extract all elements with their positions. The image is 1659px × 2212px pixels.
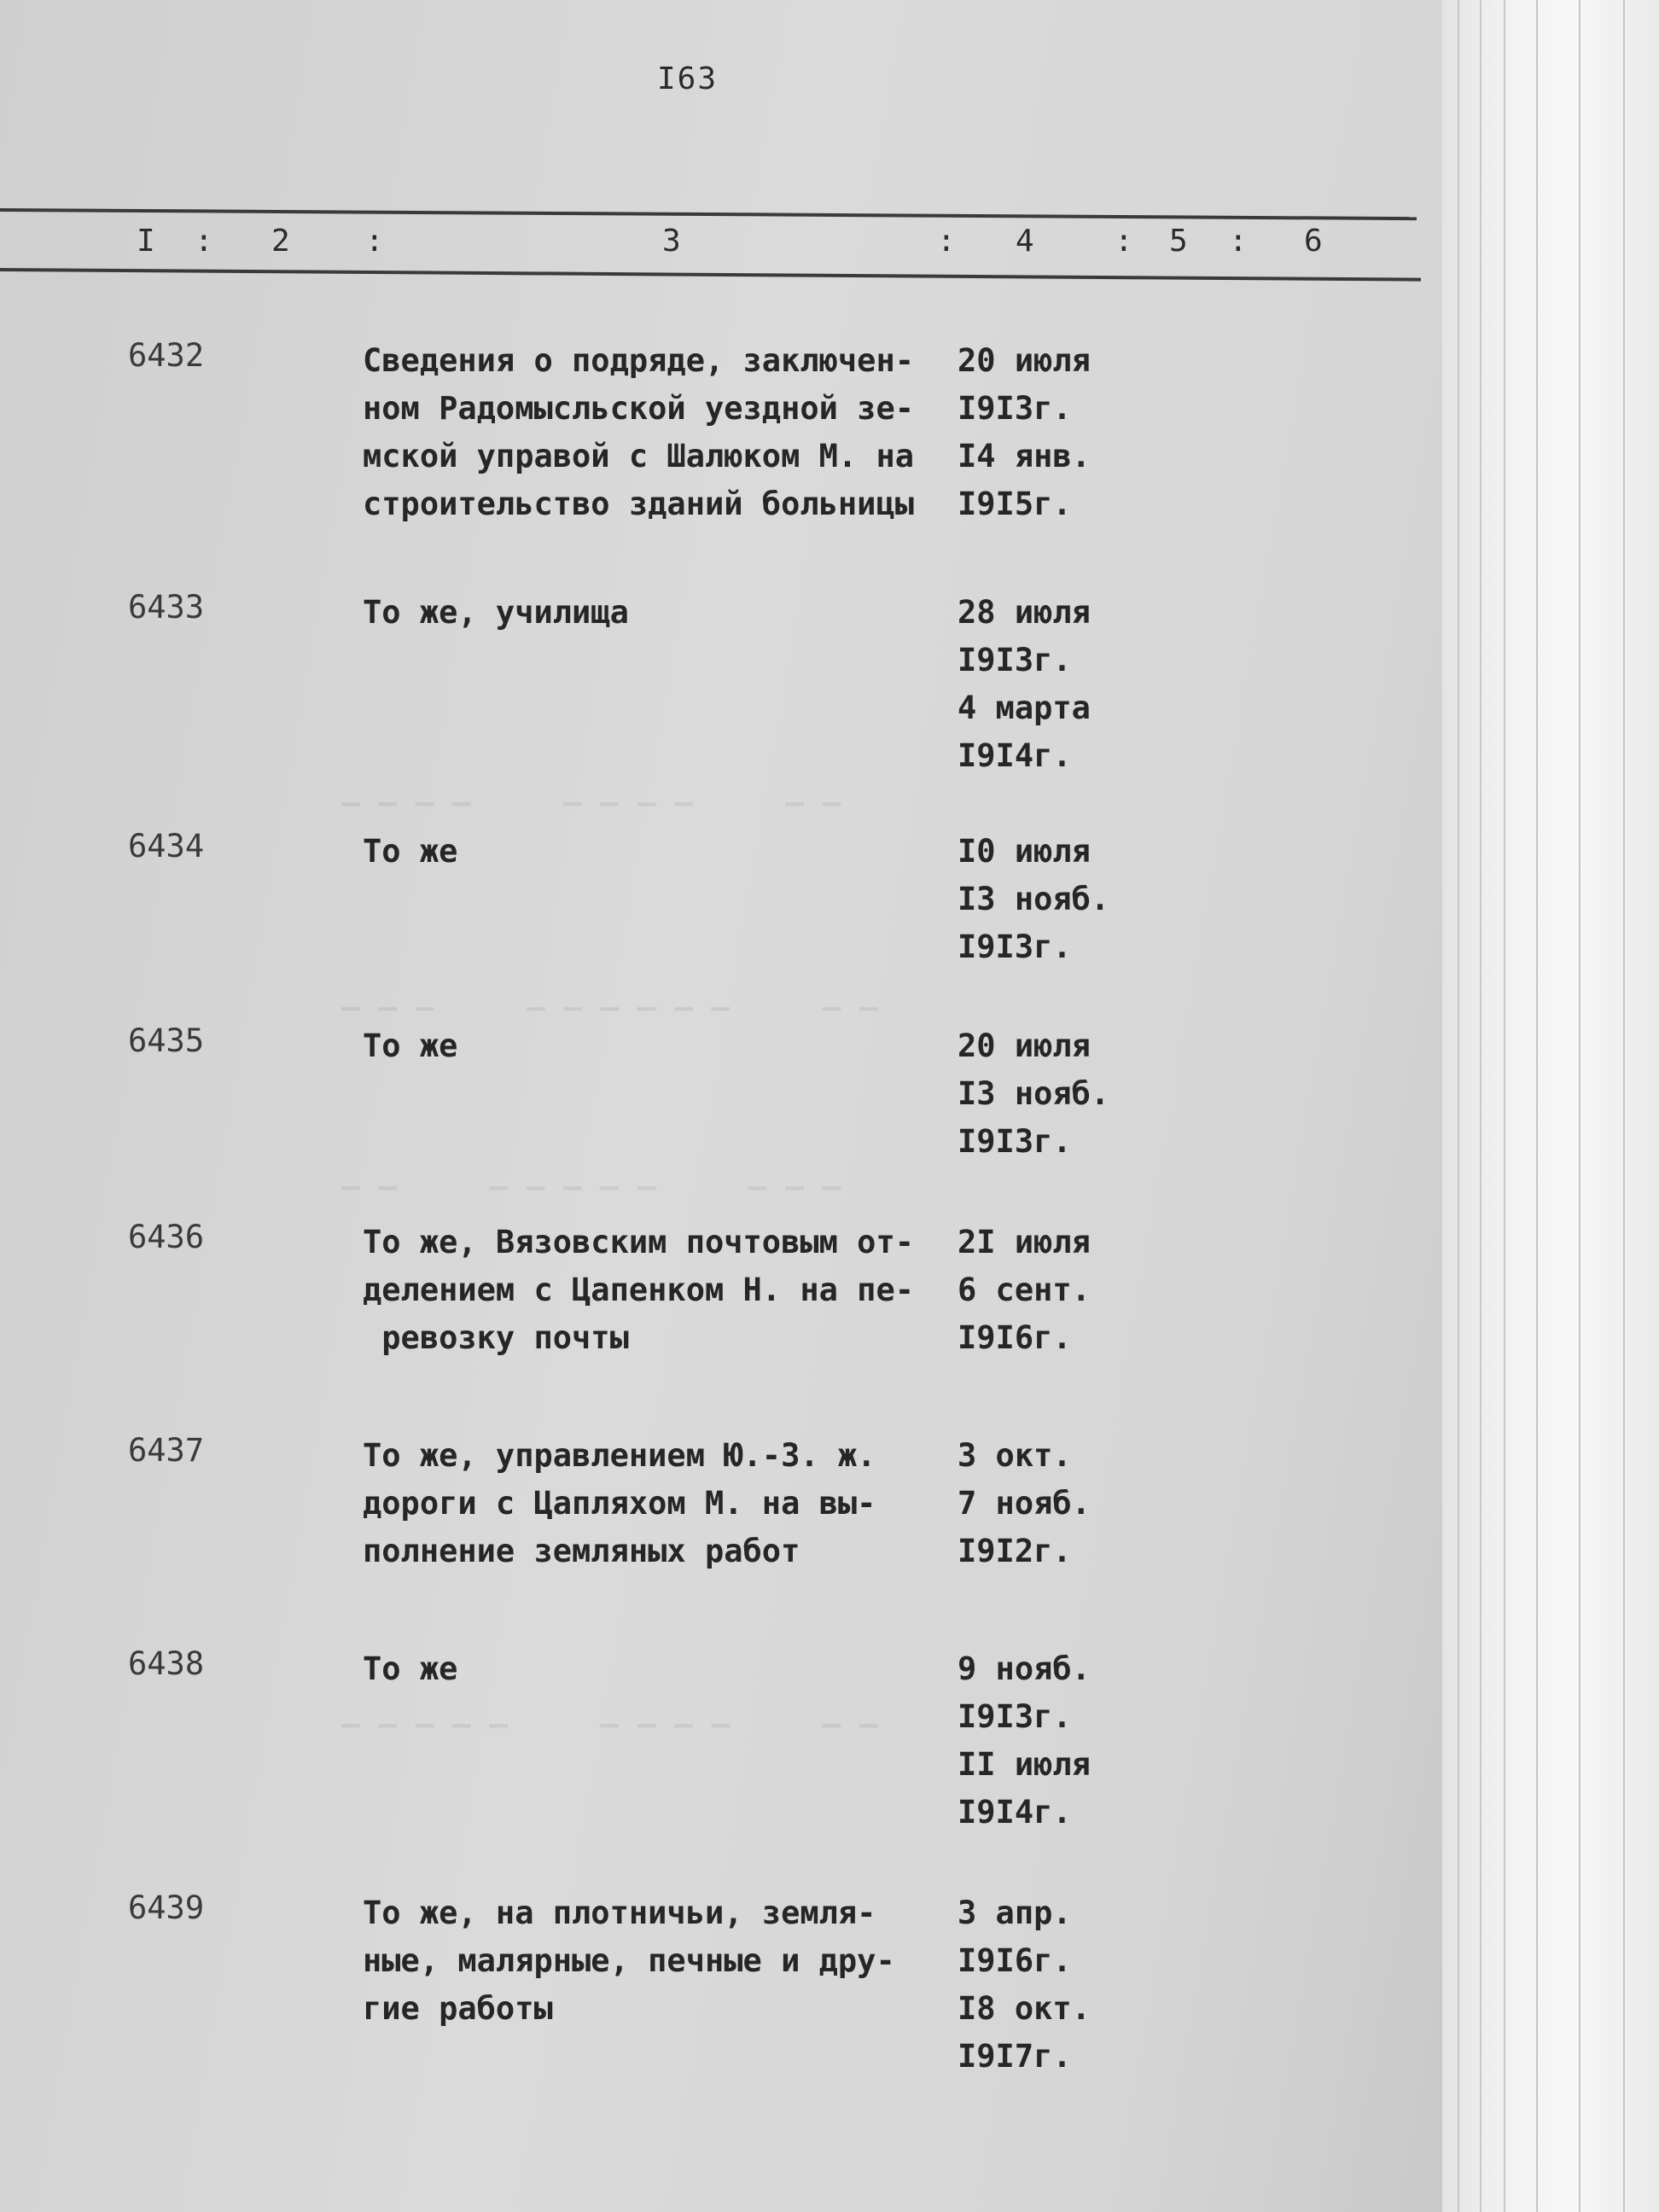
entry-dates: 3 окт. 7 нояб. I9I2г. xyxy=(958,1437,1091,1569)
column-header-1: I xyxy=(137,224,155,259)
column-separator: : xyxy=(1229,224,1248,259)
entry-dates: I0 июля I3 нояб. I9I3г. xyxy=(958,833,1110,965)
column-separator: : xyxy=(1115,224,1133,259)
column-separator: : xyxy=(937,224,956,259)
entry-dates: 20 июля I9I3г. I4 янв. I9I5г. xyxy=(958,342,1091,522)
entry-description: То же xyxy=(363,833,458,870)
column-separator: : xyxy=(365,224,384,259)
column-separator: : xyxy=(195,224,213,259)
entry-dates: 9 нояб. I9I3г. II июля I9I4г. xyxy=(958,1650,1091,1831)
page-number: I63 xyxy=(657,61,719,96)
entry-description: То же xyxy=(363,1027,458,1064)
entry-description: То же, Вязовским почтовым от- делением с Цапенком Н. на пе- ревозку почты xyxy=(363,1224,915,1356)
column-header-row xyxy=(0,224,1442,266)
entry-number: 6434 xyxy=(128,828,205,864)
bleed-through-text: — — — — — — — — — — xyxy=(341,1169,841,1204)
entry-description: То же, управлением Ю.-З. ж. дороги с Цапляхом М. на вы- полнение земляных работ xyxy=(363,1437,876,1569)
header-top-rule xyxy=(0,208,1417,220)
entry-description: То же xyxy=(363,1650,458,1687)
entry-description: Сведения о подряде, заключен- ном Радомысльской уездной зе- мской управой с Шалюком М. на строительство зданий больницы xyxy=(363,342,915,522)
entry-description: То же, училища xyxy=(363,594,629,631)
bleed-through-text: — — — — — — — — — — xyxy=(341,785,841,820)
entry-number: 6439 xyxy=(128,1889,205,1926)
entry-number: 6435 xyxy=(128,1022,205,1059)
entry-dates: 2I июля 6 сент. I9I6г. xyxy=(958,1224,1091,1356)
entry-dates: 20 июля I3 нояб. I9I3г. xyxy=(958,1027,1110,1160)
column-header-6: 6 xyxy=(1304,224,1323,259)
entry-number: 6436 xyxy=(128,1219,205,1255)
entry-dates: 3 апр. I9I6г. I8 окт. I9I7г. xyxy=(958,1895,1091,2075)
column-header-5: 5 xyxy=(1169,224,1188,259)
column-header-4: 4 xyxy=(1016,224,1034,259)
bleed-through-text: — — — — — — — — — — — xyxy=(341,1707,878,1742)
entry-number: 6432 xyxy=(128,337,205,374)
entry-dates: 28 июля I9I3г. 4 марта I9I4г. xyxy=(958,594,1091,774)
bleed-through-text: — — — — — — — — — — — xyxy=(341,990,878,1025)
entry-number: 6433 xyxy=(128,589,205,626)
page-stack-edge xyxy=(1442,0,1659,2212)
header-bottom-rule xyxy=(0,268,1421,282)
entry-number: 6437 xyxy=(128,1432,205,1469)
entry-description: То же, на плотничьи, земля- ные, малярные, печные и дру- гие работы xyxy=(363,1895,895,2027)
column-header-3: 3 xyxy=(662,224,681,259)
column-header-2: 2 xyxy=(271,224,290,259)
entry-number: 6438 xyxy=(128,1645,205,1682)
